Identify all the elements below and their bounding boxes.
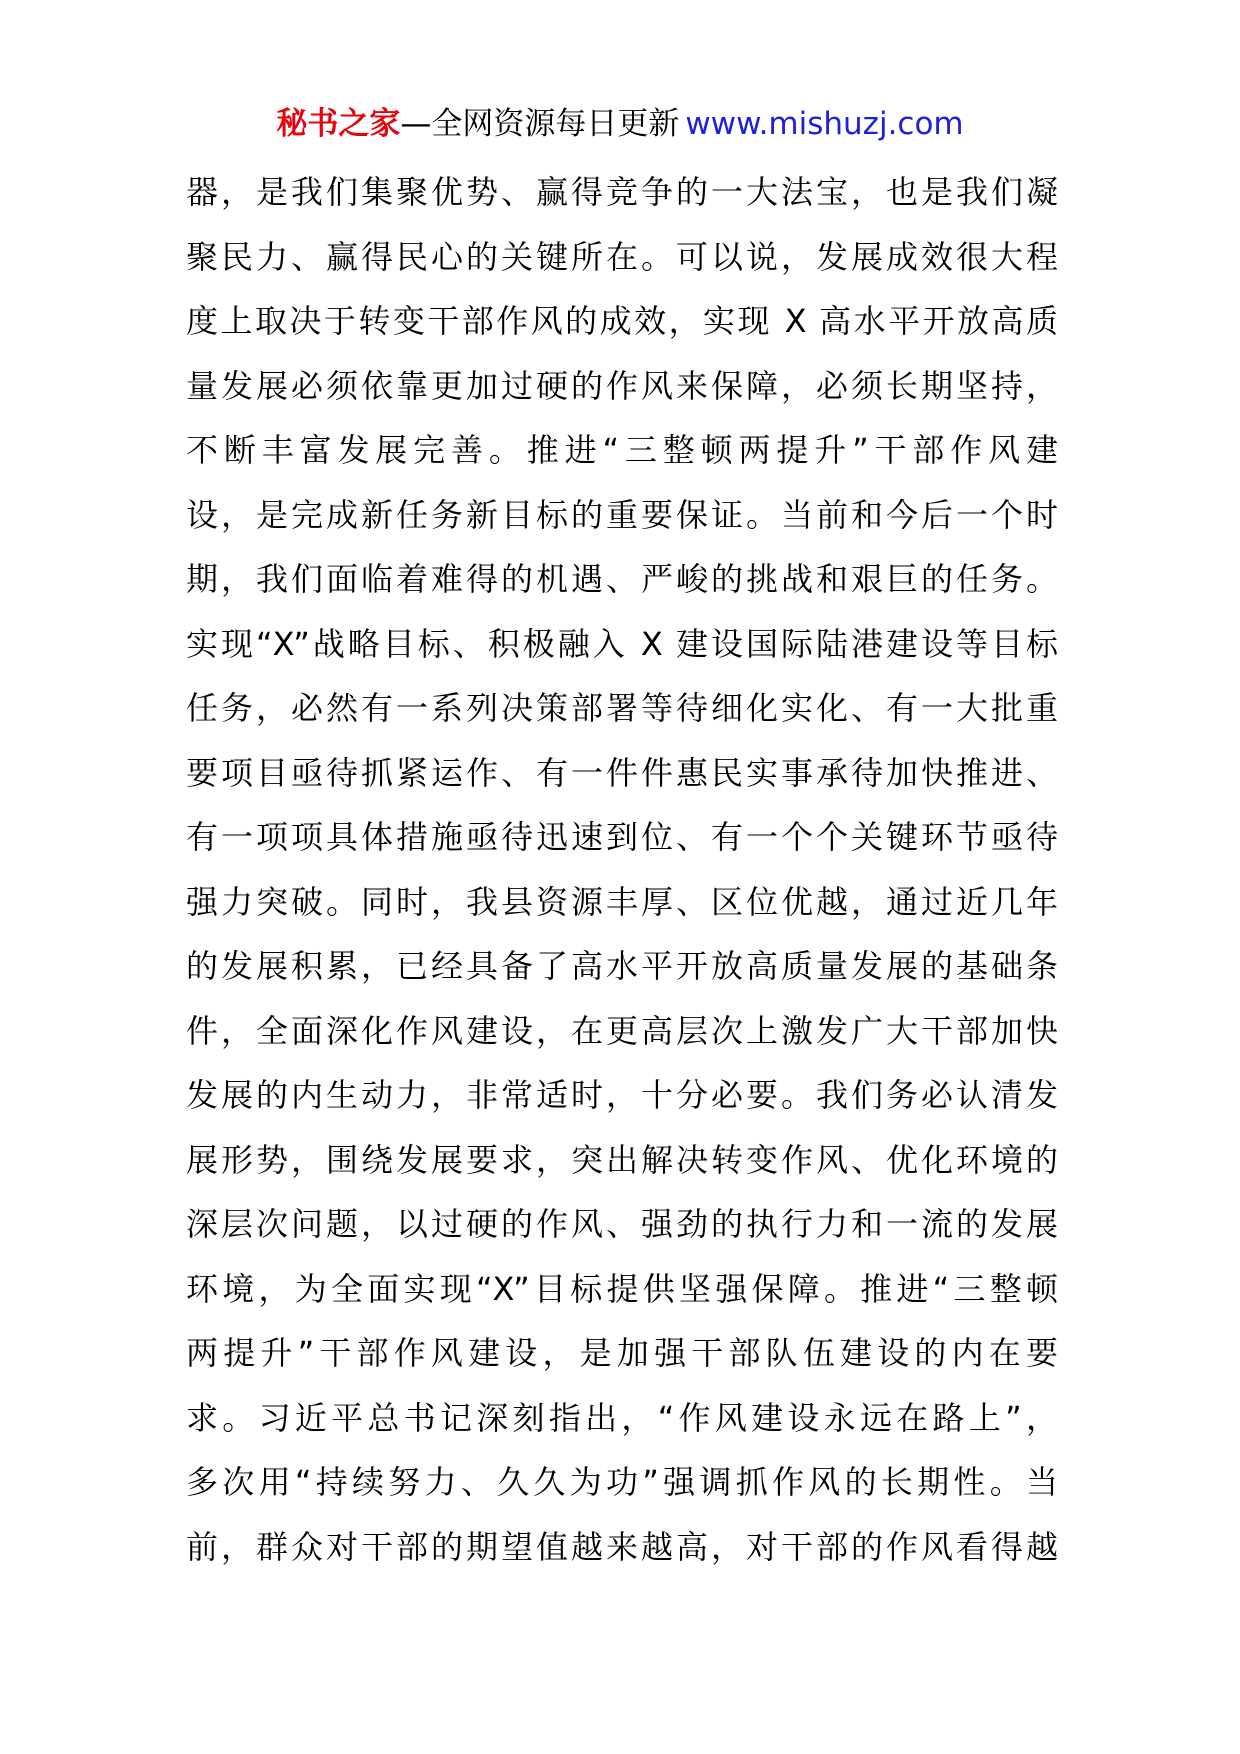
text-line: 期，我们面临着难得的机遇、严峻的挑战和艰巨的任务。 <box>186 560 1058 598</box>
text-line: 器，是我们集聚优势、赢得竞争的一大法宝，也是我们凝 <box>186 173 1058 211</box>
text-line: 求。习近平总书记深刻指出，“作风建设永远在路上”， <box>186 1398 1058 1437</box>
text-line: 多次用“持续努力、久久为功”强调抓作风的长期性。当 <box>186 1463 1058 1501</box>
text-line: 任务，必然有一系列决策部署等待细化实化、有一大批重 <box>186 689 1058 727</box>
text-line: 前，群众对干部的期望值越来越高，对干部的作风看得越 <box>186 1527 1058 1566</box>
text-line: 要项目亟待抓紧运作、有一件件惠民实事承待加快推进、 <box>186 753 1058 792</box>
text-line: 环境，为全面实现“X”目标提供坚强保障。推进“三整顿 <box>186 1269 1058 1308</box>
text-line: 两提升”干部作风建设，是加强干部队伍建设的内在要 <box>186 1334 1058 1372</box>
text-line: 件，全面深化作风建设，在更高层次上激发广大干部加快 <box>186 1011 1058 1050</box>
text-line: 深层次问题，以过硬的作风、强劲的执行力和一流的发展 <box>186 1205 1058 1243</box>
text-line: 展形势，围绕发展要求，突出解决转变作风、优化环境的 <box>186 1140 1058 1179</box>
text-line: 有一项项具体措施亟待迅速到位、有一个个关键环节亟待 <box>186 818 1058 856</box>
website-link[interactable]: www.mishuzj.com <box>685 106 964 142</box>
text-line: 度上取决于转变干部作风的成效，实现 X 高水平开放高质 <box>186 302 1058 340</box>
text-line: 量发展必须依靠更加过硬的作风来保障，必须长期坚持， <box>186 366 1058 405</box>
text-line: 强力突破。同时，我县资源丰厚、区位优越，通过近几年 <box>186 882 1058 921</box>
page-header <box>0 98 1240 150</box>
text-line: 聚民力、赢得民心的关键所在。可以说，发展成效很大程 <box>186 237 1058 276</box>
header-tagline: —全网资源每日更新 <box>400 106 680 142</box>
text-line: 不断丰富发展完善。推进“三整顿两提升”干部作风建 <box>186 431 1058 469</box>
brand-name: 秘书之家 <box>276 106 401 142</box>
body-paragraph <box>186 160 1058 1579</box>
text-line: 设，是完成新任务新目标的重要保证。当前和今后一个时 <box>186 495 1058 534</box>
text-line: 的发展积累，已经具备了高水平开放高质量发展的基础条 <box>186 947 1058 985</box>
text-line: 发展的内生动力，非常适时，十分必要。我们务必认清发 <box>186 1076 1058 1114</box>
text-line: 实现“X”战略目标、积极融入 X 建设国际陆港建设等目标 <box>186 624 1058 663</box>
